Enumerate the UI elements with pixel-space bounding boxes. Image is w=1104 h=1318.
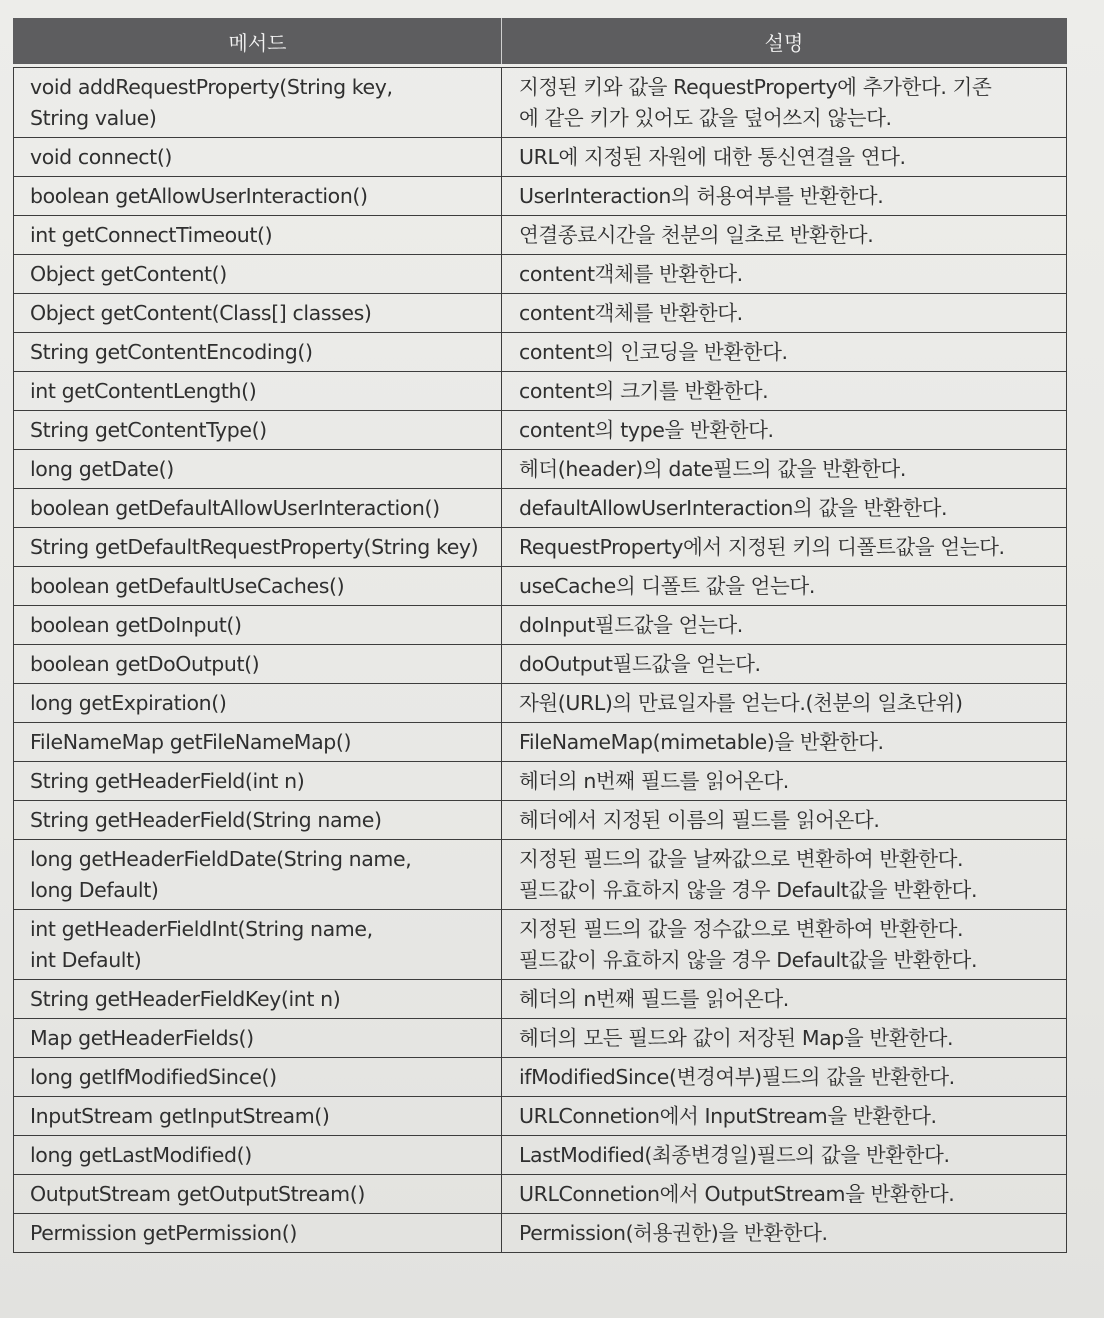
method-description: 자원(URL)의 만료일자를 얻는다.(천분의 일초단위) xyxy=(502,684,1067,723)
method-signature: long getDate() xyxy=(14,450,502,489)
table-row xyxy=(14,177,1067,216)
method-signature: int getConnectTimeout() xyxy=(14,216,502,255)
method-description: 헤더에서 지정된 이름의 필드를 읽어온다. xyxy=(502,801,1067,840)
method-signature: String getContentEncoding() xyxy=(14,333,502,372)
method-description: RequestProperty에서 지정된 키의 디폴트값을 얻는다. xyxy=(502,528,1067,567)
table-row xyxy=(14,372,1067,411)
method-description: LastModified(최종변경일)필드의 값을 반환한다. xyxy=(502,1136,1067,1175)
method-description: URLConnetion에서 OutputStream을 반환한다. xyxy=(502,1175,1067,1214)
method-description: 헤더의 모든 필드와 값이 저장된 Map을 반환한다. xyxy=(502,1019,1067,1058)
method-signature: boolean getAllowUserInteraction() xyxy=(14,177,502,216)
method-signature: String getDefaultRequestProperty(String key) xyxy=(14,528,502,567)
method-signature: boolean getDoInput() xyxy=(14,606,502,645)
table-row xyxy=(14,606,1067,645)
table-row xyxy=(14,723,1067,762)
method-signature: void connect() xyxy=(14,138,502,177)
header-row xyxy=(14,18,1067,64)
method-signature: long getHeaderFieldDate(String name, long Default) xyxy=(14,840,502,910)
method-signature: boolean getDefaultUseCaches() xyxy=(14,567,502,606)
table-body xyxy=(14,64,1067,1253)
table-row xyxy=(14,450,1067,489)
method-signature: int getHeaderFieldInt(String name, int Default) xyxy=(14,910,502,980)
method-description: content의 type을 반환한다. xyxy=(502,411,1067,450)
method-description: Permission(허용권한)을 반환한다. xyxy=(502,1214,1067,1253)
method-description: URL에 지정된 자원에 대한 통신연결을 연다. xyxy=(502,138,1067,177)
header-description: 설명 xyxy=(502,18,1067,64)
method-signature: String getHeaderFieldKey(int n) xyxy=(14,980,502,1019)
method-description: doOutput필드값을 얻는다. xyxy=(502,645,1067,684)
method-signature: FileNameMap getFileNameMap() xyxy=(14,723,502,762)
method-signature: Object getContent() xyxy=(14,255,502,294)
method-description: defaultAllowUserInteraction의 값을 반환한다. xyxy=(502,489,1067,528)
method-signature: int getContentLength() xyxy=(14,372,502,411)
method-signature: boolean getDefaultAllowUserInteraction() xyxy=(14,489,502,528)
method-description: UserInteraction의 허용여부를 반환한다. xyxy=(502,177,1067,216)
method-description: content객체를 반환한다. xyxy=(502,294,1067,333)
table-row xyxy=(14,489,1067,528)
table-row xyxy=(14,684,1067,723)
method-description: 헤더의 n번째 필드를 읽어온다. xyxy=(502,762,1067,801)
table-row xyxy=(14,68,1067,138)
method-signature: long getExpiration() xyxy=(14,684,502,723)
table-header xyxy=(14,18,1067,64)
method-description: content의 크기를 반환한다. xyxy=(502,372,1067,411)
table-row xyxy=(14,910,1067,980)
table-row xyxy=(14,1136,1067,1175)
table-row xyxy=(14,762,1067,801)
method-description: ifModifiedSince(변경여부)필드의 값을 반환한다. xyxy=(502,1058,1067,1097)
method-description: 지정된 필드의 값을 날짜값으로 변환하여 반환한다. 필드값이 유효하지 않을 경우 Default값을 반환한다. xyxy=(502,840,1067,910)
table-row xyxy=(14,294,1067,333)
method-description: 지정된 키와 값을 RequestProperty에 추가한다. 기존 에 같은 키가 있어도 값을 덮어쓰지 않는다. xyxy=(502,68,1067,138)
table-row xyxy=(14,980,1067,1019)
table-row xyxy=(14,567,1067,606)
table-row xyxy=(14,255,1067,294)
method-signature: void addRequestProperty(String key, String value) xyxy=(14,68,502,138)
method-signature: String getContentType() xyxy=(14,411,502,450)
method-description: 지정된 필드의 값을 정수값으로 변환하여 반환한다. 필드값이 유효하지 않을 경우 Default값을 반환한다. xyxy=(502,910,1067,980)
table-row xyxy=(14,1097,1067,1136)
method-signature: Object getContent(Class[] classes) xyxy=(14,294,502,333)
table-row xyxy=(14,138,1067,177)
method-description: 연결종료시간을 천분의 일초로 반환한다. xyxy=(502,216,1067,255)
method-description: content의 인코딩을 반환한다. xyxy=(502,333,1067,372)
method-description: FileNameMap(mimetable)을 반환한다. xyxy=(502,723,1067,762)
method-description: content객체를 반환한다. xyxy=(502,255,1067,294)
method-description: 헤더의 n번째 필드를 읽어온다. xyxy=(502,980,1067,1019)
header-method: 메서드 xyxy=(14,18,502,64)
method-signature: OutputStream getOutputStream() xyxy=(14,1175,502,1214)
method-signature: Permission getPermission() xyxy=(14,1214,502,1253)
table-row xyxy=(14,801,1067,840)
method-signature: Map getHeaderFields() xyxy=(14,1019,502,1058)
urlconnection-method-table xyxy=(13,18,1067,1253)
table-row xyxy=(14,1058,1067,1097)
table-row xyxy=(14,840,1067,910)
table-row xyxy=(14,333,1067,372)
method-signature: String getHeaderField(String name) xyxy=(14,801,502,840)
table-row xyxy=(14,645,1067,684)
table-row xyxy=(14,216,1067,255)
method-description: useCache의 디폴트 값을 얻는다. xyxy=(502,567,1067,606)
method-signature: long getLastModified() xyxy=(14,1136,502,1175)
table-row xyxy=(14,1019,1067,1058)
method-description: doInput필드값을 얻는다. xyxy=(502,606,1067,645)
method-signature: long getIfModifiedSince() xyxy=(14,1058,502,1097)
table-row xyxy=(14,528,1067,567)
table-row xyxy=(14,1175,1067,1214)
method-signature: InputStream getInputStream() xyxy=(14,1097,502,1136)
table-row xyxy=(14,1214,1067,1253)
method-signature: String getHeaderField(int n) xyxy=(14,762,502,801)
method-signature: boolean getDoOutput() xyxy=(14,645,502,684)
method-description: URLConnetion에서 InputStream을 반환한다. xyxy=(502,1097,1067,1136)
method-description: 헤더(header)의 date필드의 값을 반환한다. xyxy=(502,450,1067,489)
table-row xyxy=(14,411,1067,450)
